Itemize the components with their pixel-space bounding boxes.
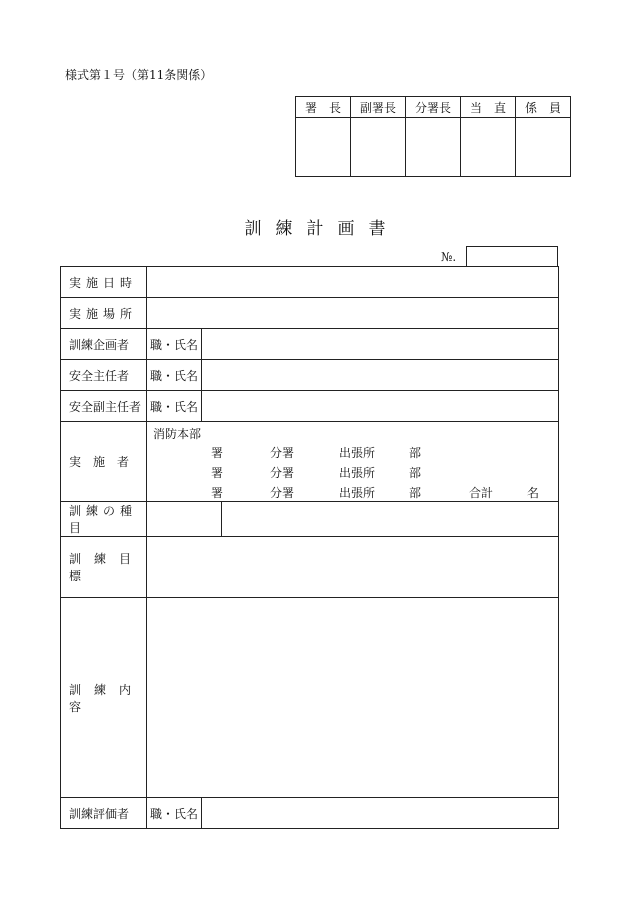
station-label: 署 — [211, 445, 224, 460]
safety-chief-field[interactable] — [202, 360, 559, 391]
branch-label: 分署 — [270, 465, 295, 480]
station-label: 署 — [211, 465, 224, 480]
performer-detail — [147, 423, 558, 501]
training-type-field[interactable] — [222, 502, 559, 537]
number-label: №. — [441, 250, 457, 264]
branch-label: 分署 — [270, 485, 295, 500]
approval-header-chief: 署 長 — [296, 97, 351, 118]
planner-field[interactable] — [202, 329, 559, 360]
evaluator-field[interactable] — [202, 798, 559, 829]
approval-stamp-box[interactable] — [351, 118, 406, 177]
approval-stamp-box[interactable] — [461, 118, 516, 177]
hq-label: 消防本部 — [153, 426, 202, 441]
date-label: 実施日時 — [61, 267, 147, 298]
safety-deputy-field[interactable] — [202, 391, 559, 422]
safety-deputy-label: 安全副主任者 — [61, 391, 147, 422]
date-field[interactable] — [147, 267, 559, 298]
outpost-label: 出張所 — [339, 445, 376, 460]
people-unit-label: 名 — [527, 485, 540, 500]
dept-label: 部 — [409, 485, 422, 500]
outpost-label: 出張所 — [339, 485, 376, 500]
performer-label: 実 施 者 — [61, 422, 147, 502]
safety-chief-label: 安全主任者 — [61, 360, 147, 391]
approval-stamp-box[interactable] — [296, 118, 351, 177]
number-field — [441, 246, 558, 267]
place-field[interactable] — [147, 298, 559, 329]
approval-header-branch-chief: 分署長 — [406, 97, 461, 118]
training-plan-table — [60, 266, 559, 829]
approval-stamp-box[interactable] — [406, 118, 461, 177]
total-label: 合計 — [469, 485, 494, 500]
approval-stamp-box[interactable] — [516, 118, 571, 177]
place-label: 実施場所 — [61, 298, 147, 329]
performer-field[interactable] — [147, 422, 559, 502]
approval-header-duty: 当 直 — [461, 97, 516, 118]
document-title: 訓練計画書 — [244, 219, 400, 239]
outpost-label: 出張所 — [339, 465, 376, 480]
planner-position-label: 職・氏名 — [147, 329, 202, 360]
training-type-label: 訓練の種目 — [61, 502, 147, 537]
station-label: 署 — [211, 485, 224, 500]
branch-label: 分署 — [270, 445, 295, 460]
form-number-label: 様式第１号（第11条関係） — [65, 68, 213, 82]
planner-label: 訓練企画者 — [61, 329, 147, 360]
training-content-field[interactable] — [147, 598, 559, 798]
dept-label: 部 — [409, 465, 422, 480]
approval-header-deputy-chief: 副署長 — [351, 97, 406, 118]
approval-stamp-table — [295, 96, 571, 177]
approval-header-staff: 係 員 — [516, 97, 571, 118]
training-goal-field[interactable] — [147, 537, 559, 598]
safety-chief-position-label: 職・氏名 — [147, 360, 202, 391]
evaluator-position-label: 職・氏名 — [147, 798, 202, 829]
number-input-box[interactable] — [466, 246, 558, 267]
safety-deputy-position-label: 職・氏名 — [147, 391, 202, 422]
training-content-label: 訓練内容 — [61, 598, 147, 798]
dept-label: 部 — [409, 445, 422, 460]
training-goal-label: 訓練目標 — [61, 537, 147, 598]
training-type-category-field[interactable] — [147, 502, 222, 537]
evaluator-label: 訓練評価者 — [61, 798, 147, 829]
